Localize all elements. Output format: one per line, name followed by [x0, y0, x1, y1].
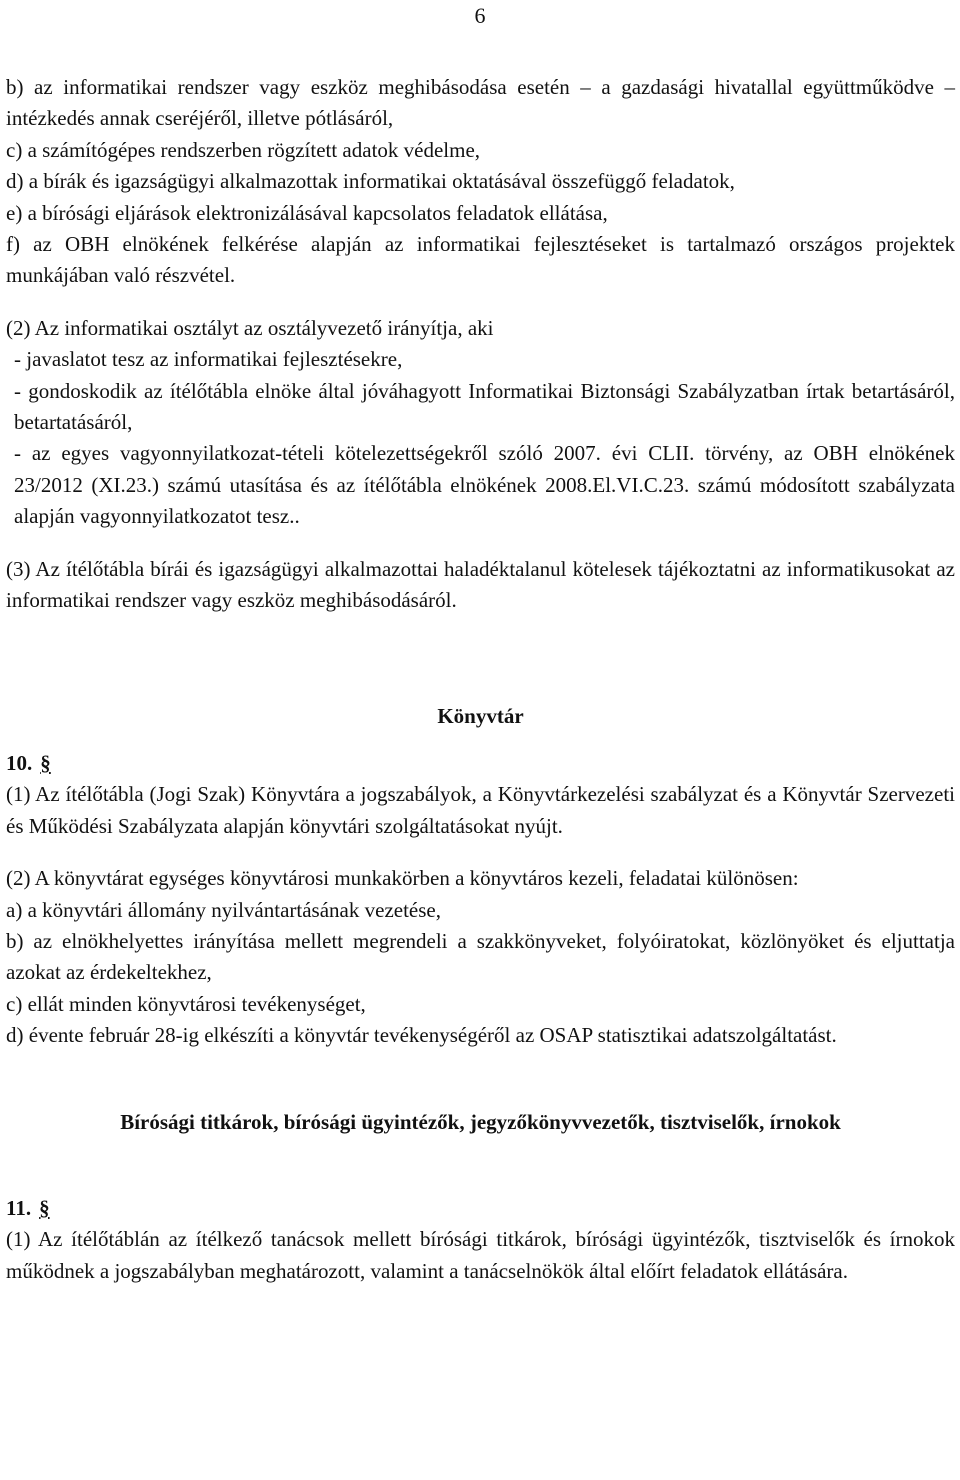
paragraph-d: d) a bírák és igazságügyi alkalmazottak informatikai oktatásával összefüggő feladatok, — [6, 169, 735, 194]
list-item-d: d) évente február 28-ig elkészíti a könyvtár tevékenységéről az OSAP statisztikai adatszolgáltatást. — [6, 1023, 837, 1048]
list-item-gondoskodik: - gondoskodik az ítélőtábla elnöke által jóváhagyott Informatikai Biztonsági Szabályzatban írtak betartásáról, betartatásáról, — [14, 378, 955, 435]
section-number: 10. — [6, 750, 33, 775]
list-item-javaslat: - javaslatot tesz az informatikai fejlesztésekre, — [14, 347, 403, 372]
heading-titkarok: Bírósági titkárok, bírósági ügyintézők, jegyzőkönyvvezetők, tisztviselők, írnokok — [120, 1109, 841, 1134]
paragraph-konyvtar-2-intro: (2) A könyvtárat egységes könyvtárosi munkakörben a könyvtáros kezeli, feladatai különösen: — [6, 866, 799, 891]
paragraph-c: c) a számítógépes rendszerben rögzített adatok védelme, — [6, 137, 481, 162]
section-symbol: § — [39, 1195, 50, 1220]
list-item-a: a) a könyvtári állomány nyilvántartásának vezetése, — [6, 897, 441, 922]
list-item-vagyonnyilatkozat: - az egyes vagyonnyilatkozat-tételi kötelezettségekről szóló 2007. évi CLII. törvény, az OBH elnökének 23/2012 (XI.23.) számú utasítása és az ítélőtábla elnökének 2008.El.VI.C.23. számú módosított szabályzata alapján vagyonnyilatkozatot tesz.. — [14, 441, 955, 529]
heading-konyvtar: Könyvtár — [437, 703, 524, 728]
list-item-c: c) ellát minden könyvtárosi tevékenységet, — [6, 991, 366, 1016]
paragraph-konyvtar-1: (1) Az ítélőtábla (Jogi Szak) Könyvtára a jogszabályok, a Könyvtárkezelési szabályzat és a Könyvtár Szervezeti és Működési Szabályzata alapján könyvtári szolgáltatásokat nyújt. — [6, 782, 955, 838]
paragraph-e: e) a bírósági eljárások elektronizálásával kapcsolatos feladatok ellátása, — [6, 200, 608, 225]
paragraph-3: (3) Az ítélőtábla bírái és igazságügyi alkalmazottai haladéktalanul kötelesek tájékoztatni az informatikusokat az informatikai rendszer vagy eszköz meghibásodásáról. — [6, 556, 955, 613]
paragraph-osztaly-intro: (2) Az informatikai osztályt az osztályvezető irányítja, aki — [6, 315, 494, 340]
section-number-10 — [6, 748, 955, 779]
paragraph-f: f) az OBH elnökének felkérése alapján az informatikai fejlesztéseket is tartalmazó országos projektek munkájában való részvétel. — [6, 232, 955, 288]
paragraph-titkarok-1: (1) Az ítélőtáblán az ítélkező tanácsok mellett bírósági titkárok, bírósági ügyintézők, tisztviselők és írnokok működnek a jogszabályban meghatározott, valamint a tanácselnökök által előírt feladatok ellátására. — [6, 1227, 955, 1283]
document-body — [6, 72, 955, 1287]
list-item-b: b) az elnökhelyettes irányítása mellett megrendeli a szakkönyveket, folyóiratokat, közlönyöket és eljuttatja azokat az érdekeltekhez, — [6, 928, 955, 985]
section-symbol: § — [40, 750, 51, 775]
paragraph-b: b) az informatikai rendszer vagy eszköz meghibásodása esetén – a gazdasági hivatallal együttműködve – intézkedés annak cseréjéről, illetve pótlásáról, — [6, 75, 955, 131]
page-number: 6 — [474, 3, 486, 28]
section-number: 11. — [6, 1195, 32, 1220]
section-number-11 — [6, 1193, 955, 1224]
